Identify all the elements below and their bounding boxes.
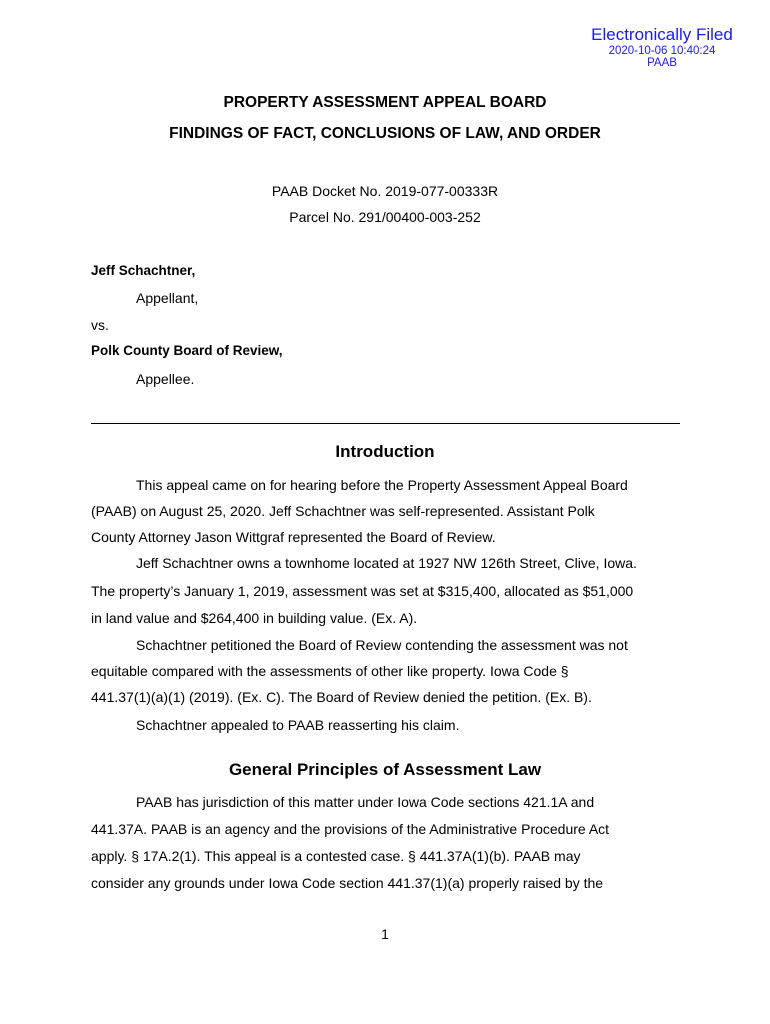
parcel-number: Parcel No. 291/00400-003-252: [289, 209, 481, 225]
filed-timestamp: 2020-10-06 10:40:24: [608, 44, 716, 57]
page-number: 1: [381, 926, 389, 942]
appellant-role: Appellant,: [136, 290, 199, 306]
intro-line: equitable compared with the assessments of other like property. Iowa Code §: [91, 663, 569, 679]
appellant-name: Jeff Schachtner,: [91, 263, 196, 278]
versus-label: vs.: [91, 317, 109, 333]
intro-line: Schachtner petitioned the Board of Review contending the assessment was not: [136, 637, 628, 653]
electronic-filing-stamp: [582, 26, 742, 70]
intro-line: 441.37(1)(a)(1) (2019). (Ex. C). The Board of Review denied the petition. (Ex. B).: [91, 689, 592, 705]
introduction-heading: Introduction: [335, 442, 435, 461]
board-name: PROPERTY ASSESSMENT APPEAL BOARD: [223, 94, 547, 111]
intro-line: Schachtner appealed to PAAB reasserting his claim.: [136, 717, 460, 733]
intro-line: (PAAB) on August 25, 2020. Jeff Schachtner was self-represented. Assistant Polk: [91, 503, 595, 519]
intro-line: in land value and $264,400 in building value. (Ex. A).: [91, 610, 418, 626]
appellee-role: Appellee.: [136, 371, 195, 387]
filed-label: Electronically Filed: [591, 25, 733, 44]
section-divider: [91, 423, 680, 424]
appellee-name: Polk County Board of Review,: [91, 343, 283, 358]
general-principles-heading: General Principles of Assessment Law: [228, 760, 542, 779]
filed-agency: PAAB: [647, 57, 677, 70]
intro-line: County Attorney Jason Wittgraf represented the Board of Review.: [91, 529, 496, 545]
document-title: FINDINGS OF FACT, CONCLUSIONS OF LAW, AND ORDER: [169, 125, 601, 142]
principles-line: apply. § 17A.2(1). This appeal is a contested case. § 441.37A(1)(b). PAAB may: [91, 848, 581, 864]
principles-line: consider any grounds under Iowa Code section 441.37(1)(a) properly raised by the: [91, 875, 604, 891]
intro-line: The property’s January 1, 2019, assessment was set at $315,400, allocated as $51,000: [91, 583, 634, 599]
intro-line: This appeal came on for hearing before the Property Assessment Appeal Board: [136, 477, 628, 493]
docket-number: PAAB Docket No. 2019-077-00333R: [271, 183, 499, 199]
principles-line: PAAB has jurisdiction of this matter under Iowa Code sections 421.1A and: [136, 794, 595, 810]
intro-line: Jeff Schachtner owns a townhome located at 1927 NW 126th Street, Clive, Iowa.: [136, 555, 637, 571]
principles-line: 441.37A. PAAB is an agency and the provisions of the Administrative Procedure Act: [91, 821, 610, 837]
